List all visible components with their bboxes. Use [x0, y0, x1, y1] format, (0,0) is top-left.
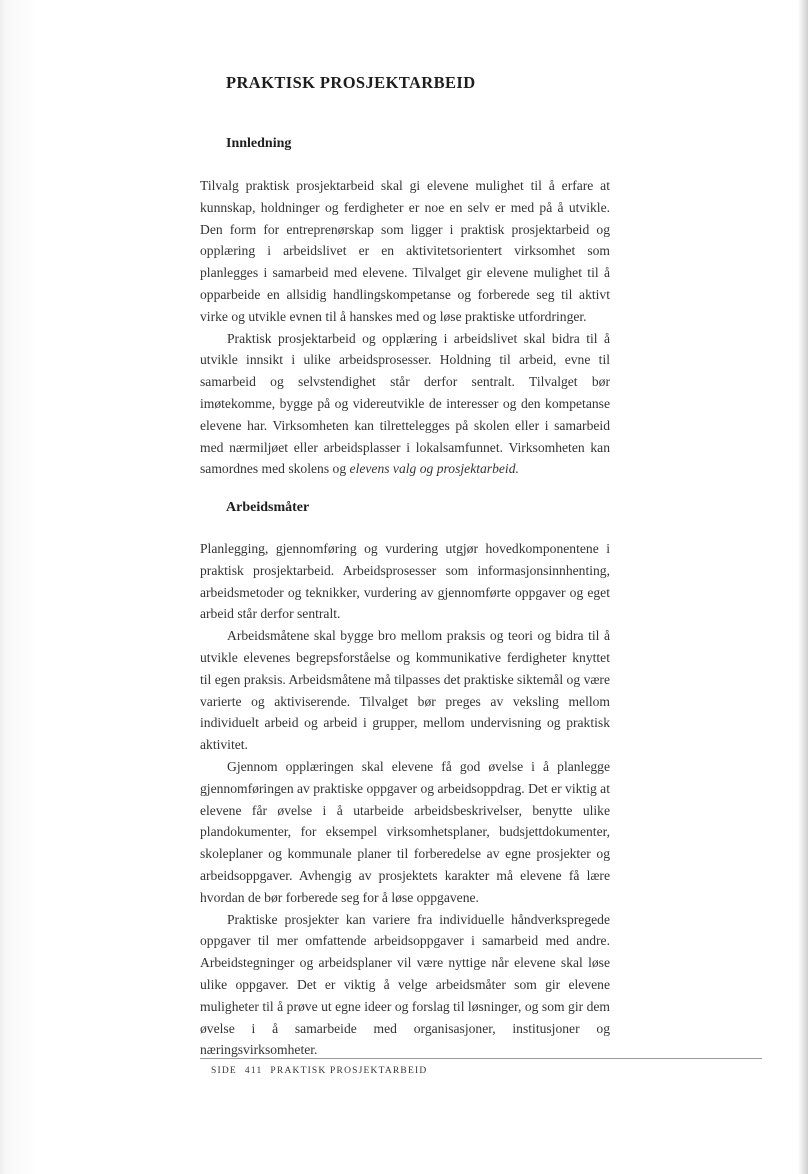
- paragraph: [200, 328, 610, 481]
- page-footer: [211, 1066, 427, 1076]
- section-heading-innledning: Innledning: [226, 136, 292, 151]
- paragraph: Arbeidsmåtene skal bygge bro mellom praksis og teori og bidra til å utvikle elevenes begrepsforståelse og kommunikative ferdigheter knyttet til egen praksis. Arbeidsmåtene må tilpasses det praktiske siktemål og være varierte og aktiviserende. Tilvalget bør preges av veksling mellom individuelt arbeid og arbeid i grupper, mellom undervisning og praktisk aktivitet.: [200, 628, 610, 753]
- section-body-arbeidsmater: [200, 538, 610, 1061]
- section-heading-arbeidsmater: Arbeidsmåter: [226, 500, 310, 515]
- scan-shadow-right: [798, 0, 808, 1174]
- footer-running-title: PRAKTISK PROSJEKTARBEID: [270, 1066, 428, 1076]
- paragraph: Tilvalg praktisk prosjektarbeid skal gi elevene mulighet til å erfare at kunnskap, holdninger og ferdigheter er noe en selv er med på å utvikle. Den form for entreprenørskap som ligger i praktisk prosjektarbeid og opplæring i arbeidslivet er en aktivitetsorientert virksomhet som planlegges i samarbeid med elevene. Tilvalget gir elevene mulighet til å opparbeide en allsidig handlingskompetanse og forberede seg til aktivt virke og utvikle evnen til å hanskes med og løse praktiske utfordringer.: [200, 178, 610, 324]
- italic-reference: elevens valg og prosjektarbeid.: [349, 461, 519, 477]
- page-title: PRAKTISK PROSJEKTARBEID: [226, 73, 476, 92]
- paragraph: Planlegging, gjennomføring og vurdering utgjør hovedkomponentene i praktisk prosjektarbeid. Arbeidsprosesser som informasjonsinnhenting, arbeidsmetoder og teknikker, vurdering av gjennomførte oppgaver og eget arbeid står derfor sentralt.: [200, 541, 610, 622]
- footer-page-number: 411: [244, 1066, 263, 1076]
- paragraph-text: Praktisk prosjektarbeid og opplæring i arbeidslivet skal bidra til å utvikle innsikt i ulike arbeidsprosesser. Holdning til arbeid, evne til samarbeid og selvstendighet står derfor sentralt. Tilvalget bør imøtekomme, bygge på og videreutvikle de interesser og den kompetanse elevene har. Virksomheten kan tilrettelegges på skolen eller i samarbeid med nærmiljøet eller arbeidsplasser i lokalsamfunnet. Virksomheten kan samordnes med skolens og: [200, 330, 610, 477]
- footer-side-label: SIDE: [211, 1066, 237, 1076]
- footer-divider: [200, 1058, 762, 1059]
- scan-shadow-left: [0, 0, 190, 1174]
- section-body-innledning: [200, 175, 610, 480]
- paragraph: Gjennom opplæringen skal elevene få god øvelse i å planlegge gjennomføringen av praktiske oppgaver og arbeidsoppdrag. Det er viktig at elevene får øvelse i å utarbeide arbeidsbeskrivelser, benytte ulike plandokumenter, for eksempel virksomhetsplaner, budsjettdokumenter, skoleplaner og kommunale planer til forberedelse av egne prosjekter og arbeidsoppgaver. Avhengig av prosjektets karakter må elevene få lære hvordan de bør forberede seg for å løse oppgavene.: [200, 758, 610, 905]
- paragraph: Praktiske prosjekter kan variere fra individuelle håndverkspregede oppgaver til mer omfattende arbeidsoppgaver i samarbeid med andre. Arbeidstegninger og arbeidsplaner vil være nyttige når elevene skal løse ulike oppgaver. Det er viktig å velge arbeidsmåter som gir elevene muligheter til å prøve ut egne ideer og forslag til løsninger, og som gir dem øvelse i å samarbeide med organisasjoner, institusjoner og næringsvirksomheter.: [200, 911, 610, 1058]
